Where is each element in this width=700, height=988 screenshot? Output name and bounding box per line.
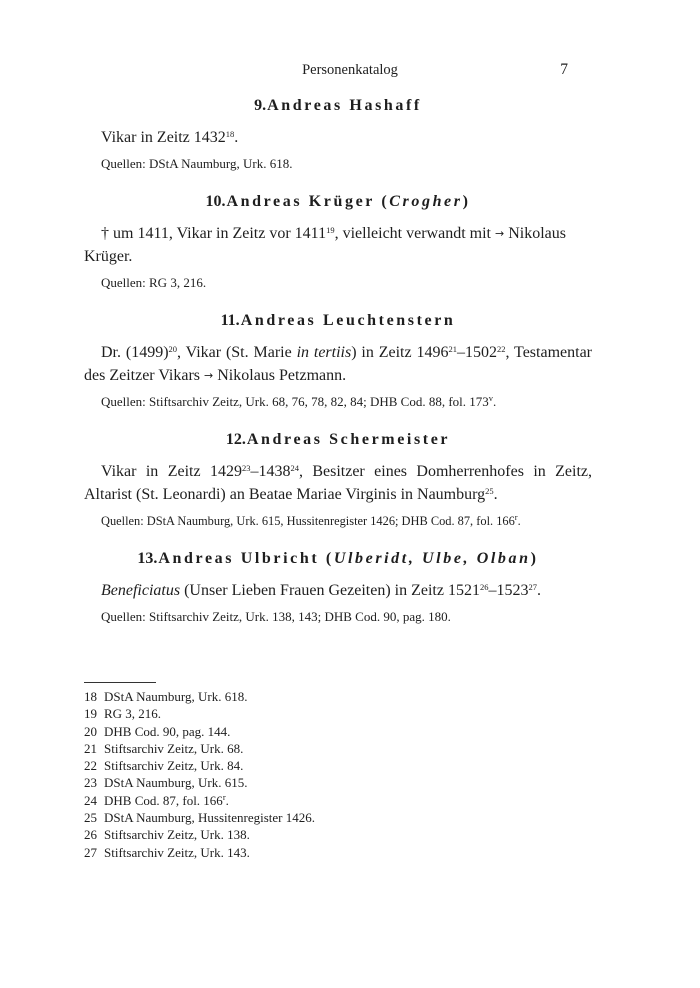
running-head — [0, 62, 700, 82]
entry-andreas-leuchtenstern — [84, 311, 592, 411]
folio-side: r — [514, 512, 518, 522]
cross-reference-arrow-icon: → — [494, 227, 505, 240]
entry-number: 11. — [220, 312, 240, 329]
footnote-text: DStA Naumburg, Urk. 615. — [104, 775, 248, 791]
entry-heading — [84, 96, 592, 116]
footnote-text: Stiftsarchiv Zeitz, Urk. 84. — [104, 758, 244, 774]
footnote-text: Stiftsarchiv Zeitz, Urk. 68. — [104, 740, 244, 756]
footnote — [84, 774, 584, 791]
body-text: † um 1411, Vikar in Zeitz vor 1411 — [101, 225, 327, 242]
cross-reference-link[interactable]: Nikolaus Krüger. — [84, 225, 566, 265]
footnote-number: 21 — [84, 740, 97, 756]
entry-heading — [84, 192, 592, 212]
footnote-ref[interactable]: 25 — [485, 486, 494, 496]
entry-andreas-krueger — [84, 192, 592, 292]
entry-heading — [84, 430, 592, 450]
body-text: . — [234, 129, 239, 146]
body-text: . — [493, 486, 498, 503]
footnote-text: DStA Naumburg, Hussitenregister 1426. — [104, 810, 315, 826]
footnote-number: 25 — [84, 810, 97, 826]
footnote-ref[interactable]: 19 — [326, 225, 335, 235]
body-text: Vikar in Zeitz 1432 — [101, 129, 226, 146]
entry-body — [84, 341, 592, 387]
entry-andreas-ulbricht — [84, 549, 592, 626]
body-text: –1523 — [488, 582, 529, 599]
entry-body — [84, 460, 592, 506]
entry-name: Andreas Krüger — [226, 193, 375, 210]
footnotes-list — [84, 688, 584, 861]
cross-reference-link[interactable]: Nikolaus Petzmann. — [213, 367, 347, 384]
footnote-number: 20 — [84, 723, 97, 739]
body-text: (Unser Lieben Frauen Gezeiten) in Zeitz 1521 — [180, 582, 480, 599]
footnote-ref[interactable]: 20 — [168, 344, 178, 354]
footnote-ref[interactable]: 27 — [528, 582, 537, 592]
footnote-text-part: DHB Cod. 87, fol. 166 — [104, 792, 223, 808]
entry-number: 13. — [137, 550, 158, 567]
footnote-text: DHB Cod. 90, pag. 144. — [104, 723, 231, 739]
body-text: Dr. (1499) — [101, 344, 169, 361]
entry-name: Andreas Hashaff — [267, 97, 422, 114]
footnote — [84, 757, 584, 774]
entry-heading — [84, 311, 592, 331]
catalog-entries — [84, 96, 592, 626]
footnote-number: 18 — [84, 689, 97, 704]
footnote-number: 22 — [84, 758, 97, 774]
entry-number: 12. — [225, 431, 246, 448]
entry-andreas-hashaff — [84, 96, 592, 173]
entry-number: 9. — [254, 97, 267, 114]
footnote-ref[interactable]: 23 — [241, 463, 251, 473]
footnote — [84, 844, 584, 861]
variant-paren: ) — [530, 550, 539, 567]
footnote-divider — [84, 682, 156, 683]
entry-body — [84, 222, 592, 268]
entry-sources: Quellen: RG 3, 216. — [101, 275, 207, 290]
folio-side: v — [488, 393, 494, 403]
entry-name: Andreas Schermeister — [246, 431, 451, 448]
footnote-text: Stiftsarchiv Zeitz, Urk. 138. — [104, 827, 250, 843]
footnote — [84, 740, 584, 757]
body-text: , vielleicht verwandt mit — [334, 225, 495, 242]
body-text: ) in Zeitz 1496 — [351, 344, 449, 361]
name-variant: Crogher — [389, 193, 463, 210]
footnote-text — [104, 792, 229, 809]
footnote-number: 23 — [84, 775, 97, 791]
footnote — [84, 826, 584, 843]
body-text: –1438 — [250, 463, 291, 480]
body-italic: Beneficiatus — [101, 582, 181, 599]
entry-sources: Quellen: DStA Naumburg, Urk. 618. — [101, 156, 293, 171]
entry-name: Andreas Ulbricht — [158, 550, 320, 567]
footnote-text: RG 3, 216. — [104, 706, 162, 722]
footnote-ref[interactable]: 22 — [496, 344, 506, 354]
footnote-ref[interactable]: 18 — [225, 129, 235, 139]
folio-side: r — [222, 791, 226, 802]
body-text: . — [536, 582, 541, 599]
footnote-ref[interactable]: 21 — [448, 344, 457, 354]
entry-sources — [84, 512, 592, 530]
variant-paren: ) — [462, 193, 471, 210]
footnote-number: 26 — [84, 827, 97, 843]
entry-number: 10. — [205, 193, 226, 210]
page-number: 7 — [560, 61, 568, 78]
body-text: Vikar in Zeitz 1429 — [101, 463, 242, 480]
name-variant: Ulberidt, Ulbe, Olban — [333, 550, 531, 567]
sources-text: Quellen: DStA Naumburg, Urk. 615, Hussitenregister 1426; DHB Cod. 87, fol. 166 — [101, 514, 515, 528]
sources-text: . — [493, 394, 497, 409]
body-text: –1502 — [456, 344, 497, 361]
footnote — [84, 792, 584, 809]
sources-text: Quellen: Stiftsarchiv Zeitz, Urk. 68, 76, 78, 82, 84; DHB Cod. 88, fol. 173 — [101, 394, 489, 409]
footnote — [84, 705, 584, 722]
running-title: Personenkatalog — [302, 62, 398, 78]
footnote-number: 24 — [84, 792, 97, 808]
entry-body — [84, 579, 592, 602]
entry-body — [84, 126, 592, 149]
footnote — [84, 688, 584, 705]
entry-name: Andreas Leuchtenstern — [240, 312, 456, 329]
entry-sources — [84, 393, 592, 411]
body-text: , Testamentar des Zeitzer Vikars — [84, 344, 593, 384]
body-italic: in tertiis — [296, 344, 352, 361]
footnote — [84, 809, 584, 826]
cross-reference-arrow-icon: → — [204, 369, 214, 382]
footnote-number: 27 — [84, 844, 97, 860]
variant-paren: ( — [319, 550, 334, 567]
footnote-text: Stiftsarchiv Zeitz, Urk. 143. — [104, 844, 250, 860]
footnote-ref[interactable]: 26 — [479, 582, 489, 592]
entry-sources: Quellen: Stiftsarchiv Zeitz, Urk. 138, 143; DHB Cod. 90, pag. 180. — [101, 609, 451, 624]
body-text: , Besitzer eines Domherrenhofes in Zeitz, Altarist (St. Leonardi) an Beatae Mariae Virginis in Naumburg — [84, 463, 593, 503]
entry-heading — [84, 549, 592, 569]
footnote-number: 19 — [84, 706, 97, 722]
footnote-ref[interactable]: 24 — [290, 463, 299, 473]
entry-andreas-schermeister — [84, 430, 592, 530]
footnote-text: DStA Naumburg, Urk. 618. — [104, 689, 248, 704]
footnote-text-part: . — [225, 792, 229, 808]
footnote — [84, 723, 584, 740]
sources-text: . — [517, 514, 521, 528]
body-text: , Vikar (St. Marie — [177, 344, 297, 361]
variant-paren: ( — [374, 193, 390, 210]
